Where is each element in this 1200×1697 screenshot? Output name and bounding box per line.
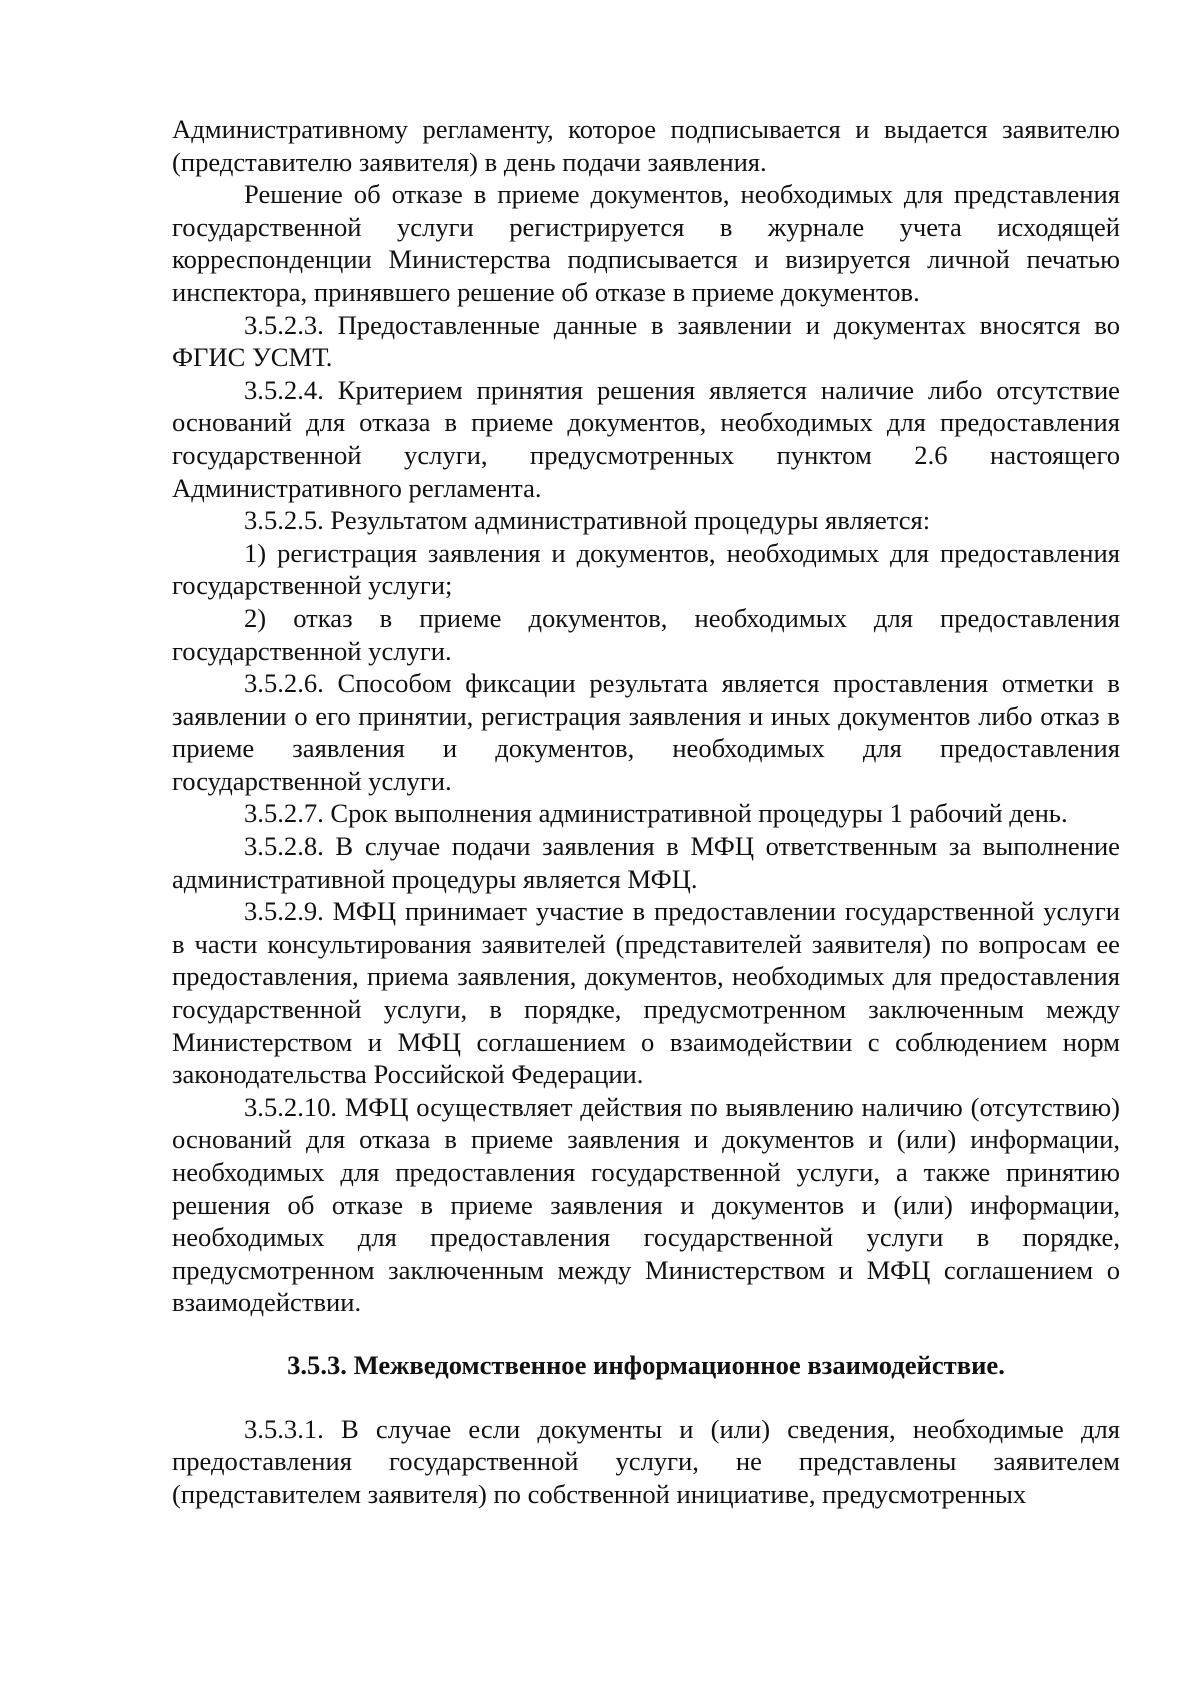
section-heading: 3.5.3. Межведомственное информационное взаимодействие. [287, 1349, 1005, 1380]
paragraph-3-5-2-8: 3.5.2.8. В случае подачи заявления в МФЦ ответственным за выполнение административной процедуры является МФЦ. [172, 831, 1120, 894]
paragraph-3-5-2-3: 3.5.2.3. Предоставленные данные в заявлении и документах вносятся во ФГИС УСМТ. [172, 309, 1120, 373]
paragraph-3-5-2-10: 3.5.2.10. МФЦ осуществляет действия по выявлению наличию (отсутствию) оснований для отказа в приеме заявления и документов и (или) информации, необходимых для предоставления государственной услуги, а также принятию решения об отказе в приеме заявления и документов и (или) информации, необходимых для предоставления государственной услуги в порядке, предусмотренном заключенным между Министерством и МФЦ соглашением о взаимодействии. [172, 1091, 1120, 1318]
paragraph-3-5-2-6: 3.5.2.6. Способом фиксации результата является проставления отметки в заявлении о его принятии, регистрация заявления и иных документов либо отказ в приеме заявления и документов, необходимых для предоставления государственной услуги. [172, 668, 1120, 796]
paragraph-refusal-decision: Решение об отказе в приеме документов, необходимых для представления государственной услуги регистрируется в журнале учета исходящей корреспонденции Министерства подписывается и визируется личной печатью инспектора, принявшего решение об отказе в приеме документов. [172, 179, 1120, 307]
paragraph-3-5-2-9: 3.5.2.9. МФЦ принимает участие в предоставлении государственной услуги в части консультирования заявителей (представителей заявителя) по вопросам ее предоставления, приема заявления, документов, необходимых для предоставления государственной услуги, в порядке, предусмотренном заключенным между Министерством и МФЦ соглашением о взаимодействии с соблюдением норм законодательства Российской Федерации. [172, 896, 1120, 1090]
list-item-1: 1) регистрация заявления и документов, необходимых для предоставления государственной услуги; [172, 537, 1120, 601]
paragraph-continuation: Административному регламенту, которое подписывается и выдается заявителю (представителю заявителя) в день подачи заявления. [172, 114, 1120, 177]
paragraph-3-5-2-5: 3.5.2.5. Результатом административной процедуры является: [244, 505, 931, 536]
paragraph-3-5-2-4: 3.5.2.4. Критерием принятия решения является наличие либо отсутствие оснований для отказа в приеме документов, необходимых для предоставления государственной услуги, предусмотренных пунктом 2.6 настоящего Административного регламента. [172, 374, 1120, 503]
list-item-2: 2) отказ в приеме документов, необходимых для предоставления государственной услуги. [172, 602, 1120, 666]
paragraph-3-5-3-1: 3.5.3.1. В случае если документы и (или) сведения, необходимые для предоставления государственной услуги, не представлены заявителем (представителем заявителя) по собственной инициативе, предусмотренных [172, 1413, 1120, 1509]
paragraph-3-5-2-7: 3.5.2.7. Срок выполнения административной процедуры 1 рабочий день. [244, 798, 1068, 829]
document-body [172, 113, 1120, 1510]
